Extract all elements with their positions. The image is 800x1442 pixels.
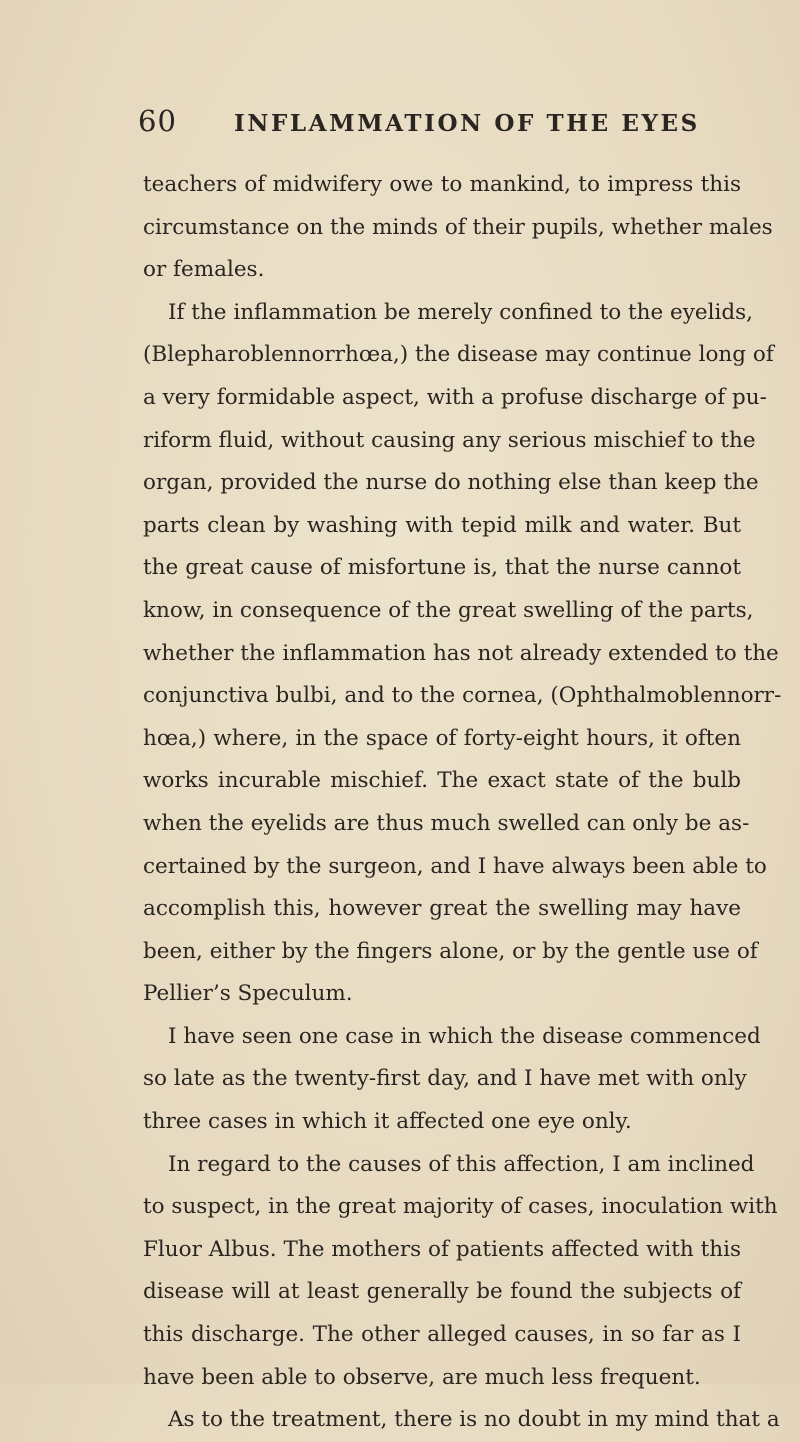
text-line: As to the treatment, there is no doubt in my mind that a	[168, 1407, 780, 1433]
text-line: teachers of midwifery owe to mankind, to impress this	[143, 172, 741, 197]
text-line: hœa,) where, in the space of forty-eight hours, it often	[143, 725, 741, 751]
text-line: conjunctiva bulbi, and to the cornea, (Ophthalmoblennorr-	[143, 683, 782, 709]
text-line: accomplish this, however great the swelling may have	[143, 896, 741, 922]
text-line: riform fluid, without causing any serious mischief to the	[143, 427, 756, 453]
text-line: this discharge. The other alleged causes, in so far as I	[143, 1322, 741, 1348]
text-line: I have seen one case in which the disease commenced	[168, 1023, 761, 1049]
text-line: so late as the twenty-first day, and I have met with only	[143, 1066, 747, 1092]
text-line: a very formidable aspect, with a profuse discharge of pu-	[143, 384, 767, 410]
text-line: have been able to observe, are much less frequent.	[143, 1364, 701, 1390]
text-line: to suspect, in the great majority of cases, inoculation with	[143, 1194, 778, 1220]
body-text	[143, 164, 782, 1442]
text-line: when the eyelids are thus much swelled can only be as-	[143, 810, 750, 836]
text-line: whether the inflammation has not already extended to the	[143, 640, 779, 666]
text-line: disease will at least generally be found the subjects of	[143, 1279, 741, 1305]
text-line: been, either by the fingers alone, or by the gentle use of	[143, 938, 758, 964]
text-line: three cases in which it affected one eye only.	[143, 1109, 632, 1135]
text-line: parts clean by washing with tepid milk and water. But	[143, 512, 741, 538]
text-line: Fluor Albus. The mothers of patients affected with this	[143, 1236, 741, 1262]
text-line: the great cause of misfortune is, that the nurse cannot	[143, 555, 741, 581]
text-line: or females.	[143, 257, 265, 283]
text-line: Pellier’s Speculum.	[143, 981, 353, 1007]
text-line: certained by the surgeon, and I have always been able to	[143, 853, 767, 879]
running-head	[138, 104, 738, 144]
text-line: know, in consequence of the great swelling of the parts,	[143, 597, 754, 623]
text-line: In regard to the causes of this affection, I am inclined	[168, 1151, 755, 1177]
running-head-title: INFLAMMATION OF THE EYES	[234, 110, 700, 137]
text-line: (Blepharoblennorrhœa,) the disease may continue long of	[143, 342, 774, 368]
text-line: If the inflammation be merely confined to the eyelids,	[168, 299, 754, 325]
text-line: works incurable mischief. The exact state of the bulb	[143, 768, 741, 794]
page-number: 60	[138, 104, 177, 138]
text-line: circumstance on the minds of their pupils, whether males	[143, 214, 773, 240]
text-line: organ, provided the nurse do nothing else than keep the	[143, 470, 759, 496]
